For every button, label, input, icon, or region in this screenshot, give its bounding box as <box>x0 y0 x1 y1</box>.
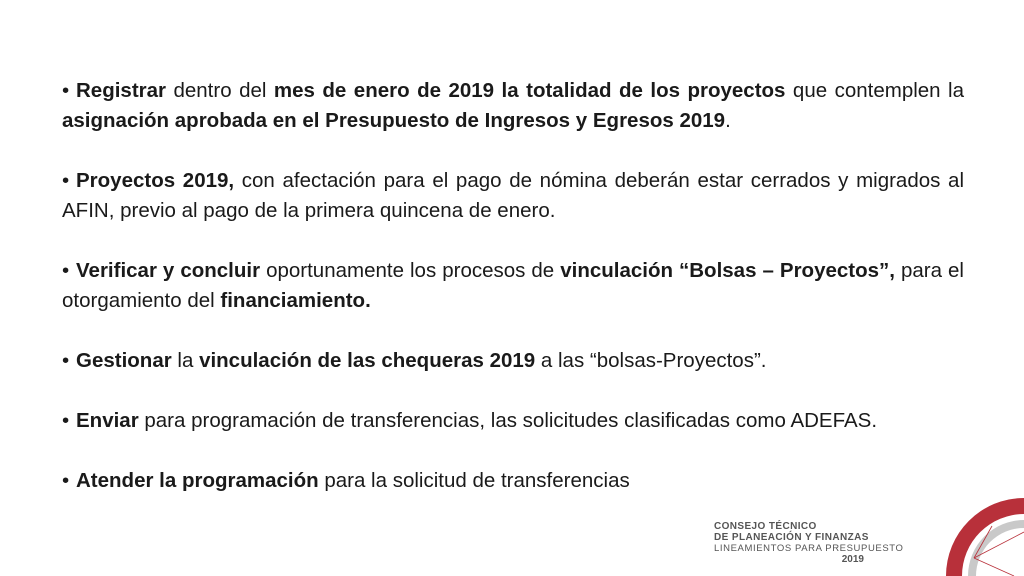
bullet-dot: • <box>62 169 70 192</box>
bullet-1-part-4: que contemplen la <box>785 79 964 102</box>
bullet-item-5 <box>62 406 964 436</box>
bullet-dot: • <box>62 259 70 282</box>
bullet-item-3 <box>62 256 964 316</box>
bullet-2-part-1: Proyectos 2019, <box>76 169 235 192</box>
bullet-3-part-1: Verificar y concluir <box>76 259 261 282</box>
bullet-4-part-2: la <box>171 349 200 372</box>
bullet-1-part-5: asignación aprobada en el Presupuesto de Ingresos y Egresos 2019 <box>62 109 726 132</box>
bullet-3-part-4: para el otorgamiento del <box>62 259 964 312</box>
footer-line-planning: DE PLANEACIÓN Y FINANZAS <box>714 532 869 543</box>
bullet-dot: • <box>62 469 70 492</box>
bullet-item-1 <box>62 76 964 136</box>
bullet-1-part-3: mes de enero de 2019 la totalidad de los proyectos <box>273 79 786 102</box>
bullet-6-part-1: Atender la programación <box>76 469 319 492</box>
bullet-4-part-4: a las “bolsas-Proyectos”. <box>535 349 767 372</box>
logo-line <box>974 558 1014 576</box>
bullet-list <box>62 76 964 526</box>
footer-line-council: CONSEJO TÉCNICO <box>714 521 817 532</box>
bullet-dot: • <box>62 409 70 432</box>
bullet-3-part-5: financiamiento. <box>220 289 371 312</box>
bullet-item-4 <box>62 346 964 376</box>
council-logo-icon <box>944 496 1024 576</box>
bullet-2-part-2: con afectación para el pago de nómina deberán estar cerrados y migrados al AFIN, previo al pago de la primera quincena de enero. <box>62 169 965 222</box>
bullet-dot: • <box>62 79 70 102</box>
bullet-item-6 <box>62 466 964 496</box>
bullet-1-part-2: dentro del <box>166 79 274 102</box>
bullet-1-part-1: Registrar <box>76 79 167 102</box>
bullet-3-part-2: oportunamente los procesos de <box>260 259 561 282</box>
bullet-6-part-2: para la solicitud de transferencias <box>318 469 630 492</box>
bullet-5-part-1: Enviar <box>76 409 139 432</box>
footer-line-guidelines: LINEAMIENTOS PARA PRESUPUESTO <box>714 543 904 554</box>
bullet-4-part-1: Gestionar <box>76 349 172 372</box>
bullet-3-part-3: vinculación “Bolsas – Proyectos”, <box>560 259 895 282</box>
bullet-dot: • <box>62 349 70 372</box>
bullet-1-part-6: . <box>725 109 731 132</box>
bullet-item-2 <box>62 166 964 226</box>
bullet-4-part-3: vinculación de las chequeras 2019 <box>199 349 536 372</box>
footer-line-year: 2019 <box>841 554 864 565</box>
bullet-5-part-2: para programación de transferencias, las solicitudes clasificadas como ADEFAS. <box>138 409 878 432</box>
footer-branding <box>714 521 934 565</box>
